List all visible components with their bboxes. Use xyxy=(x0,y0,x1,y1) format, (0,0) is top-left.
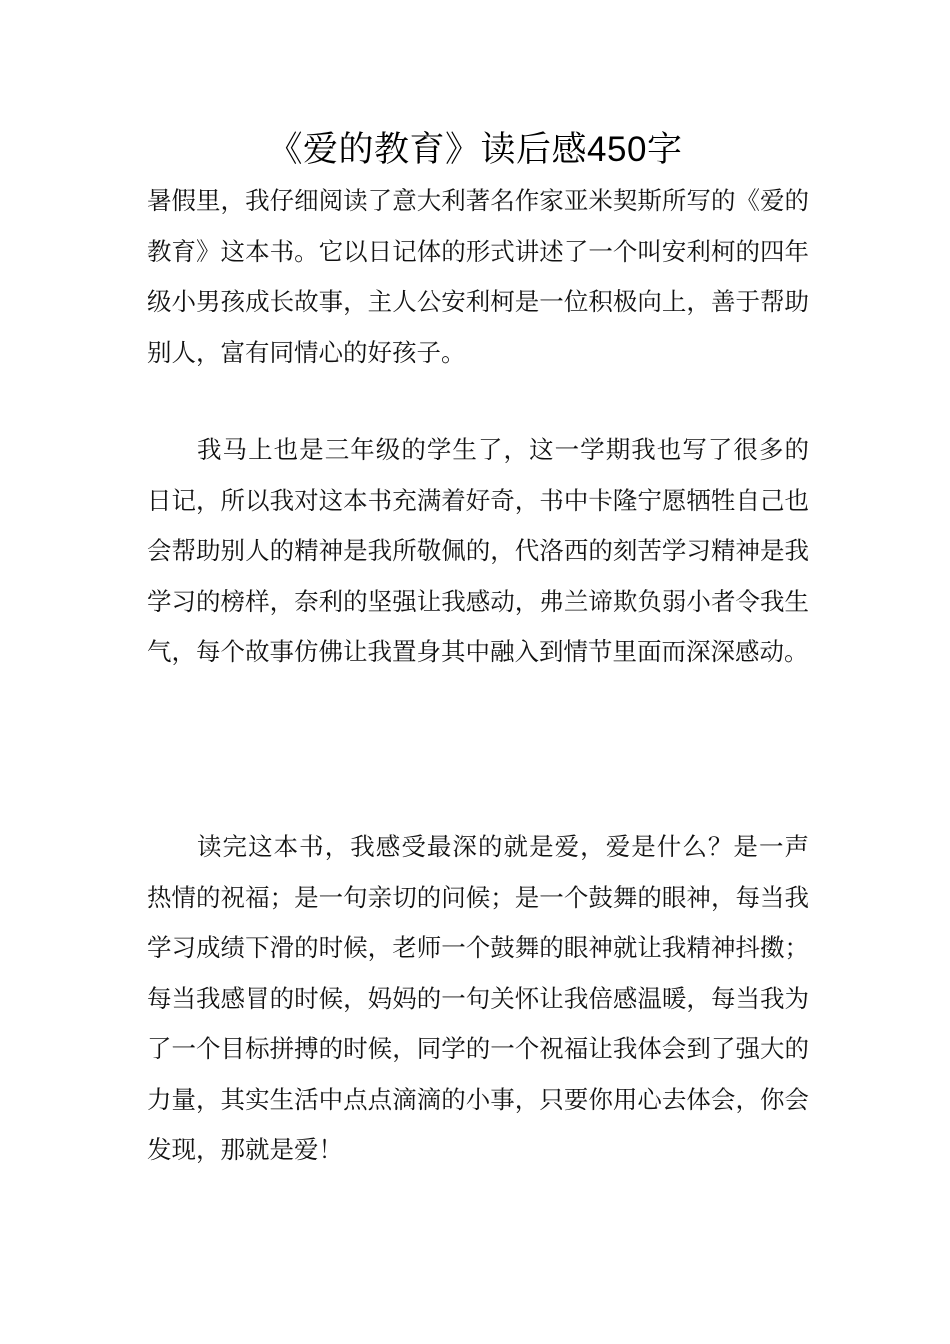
paragraph-1: 暑假里，我仔细阅读了意大利著名作家亚米契斯所写的《爱的教育》这本书。它以日记体的形式讲述了一个叫安利柯的四年级小男孩成长故事，主人公安利柯是一位积极向上，善于帮助别人，富有同情心的好孩子。 xyxy=(147,186,809,367)
paragraph-2: 我马上也是三年级的学生了，这一学期我也写了很多的日记，所以我对这本书充满着好奇，书中卡隆宁愿牺牲自己也会帮助别人的精神是我所敬佩的，代洛西的刻苦学习精神是我学习的榜样，奈利的坚强让我感动，弗兰谛欺负弱小者令我生气，每个故事仿佛让我置身其中融入到情节里面而深深感动。 xyxy=(147,435,809,666)
document-title: 《爱的教育》读后感450字 xyxy=(267,130,683,169)
paragraph-3: 读完这本书，我感受最深的就是爱，爱是什么？是一声热情的祝福；是一句亲切的问候；是一个鼓舞的眼神，每当我学习成绩下滑的时候，老师一个鼓舞的眼神就让我精神抖擞；每当我感冒的时候，妈妈的一句关怀让我倍感温暖，每当我为了一个目标拼搏的时候，同学的一个祝福让我体会到了强大的力量，其实生活中点点滴滴的小事，只要你用心去体会，你会发现，那就是爱！ xyxy=(147,832,809,1164)
